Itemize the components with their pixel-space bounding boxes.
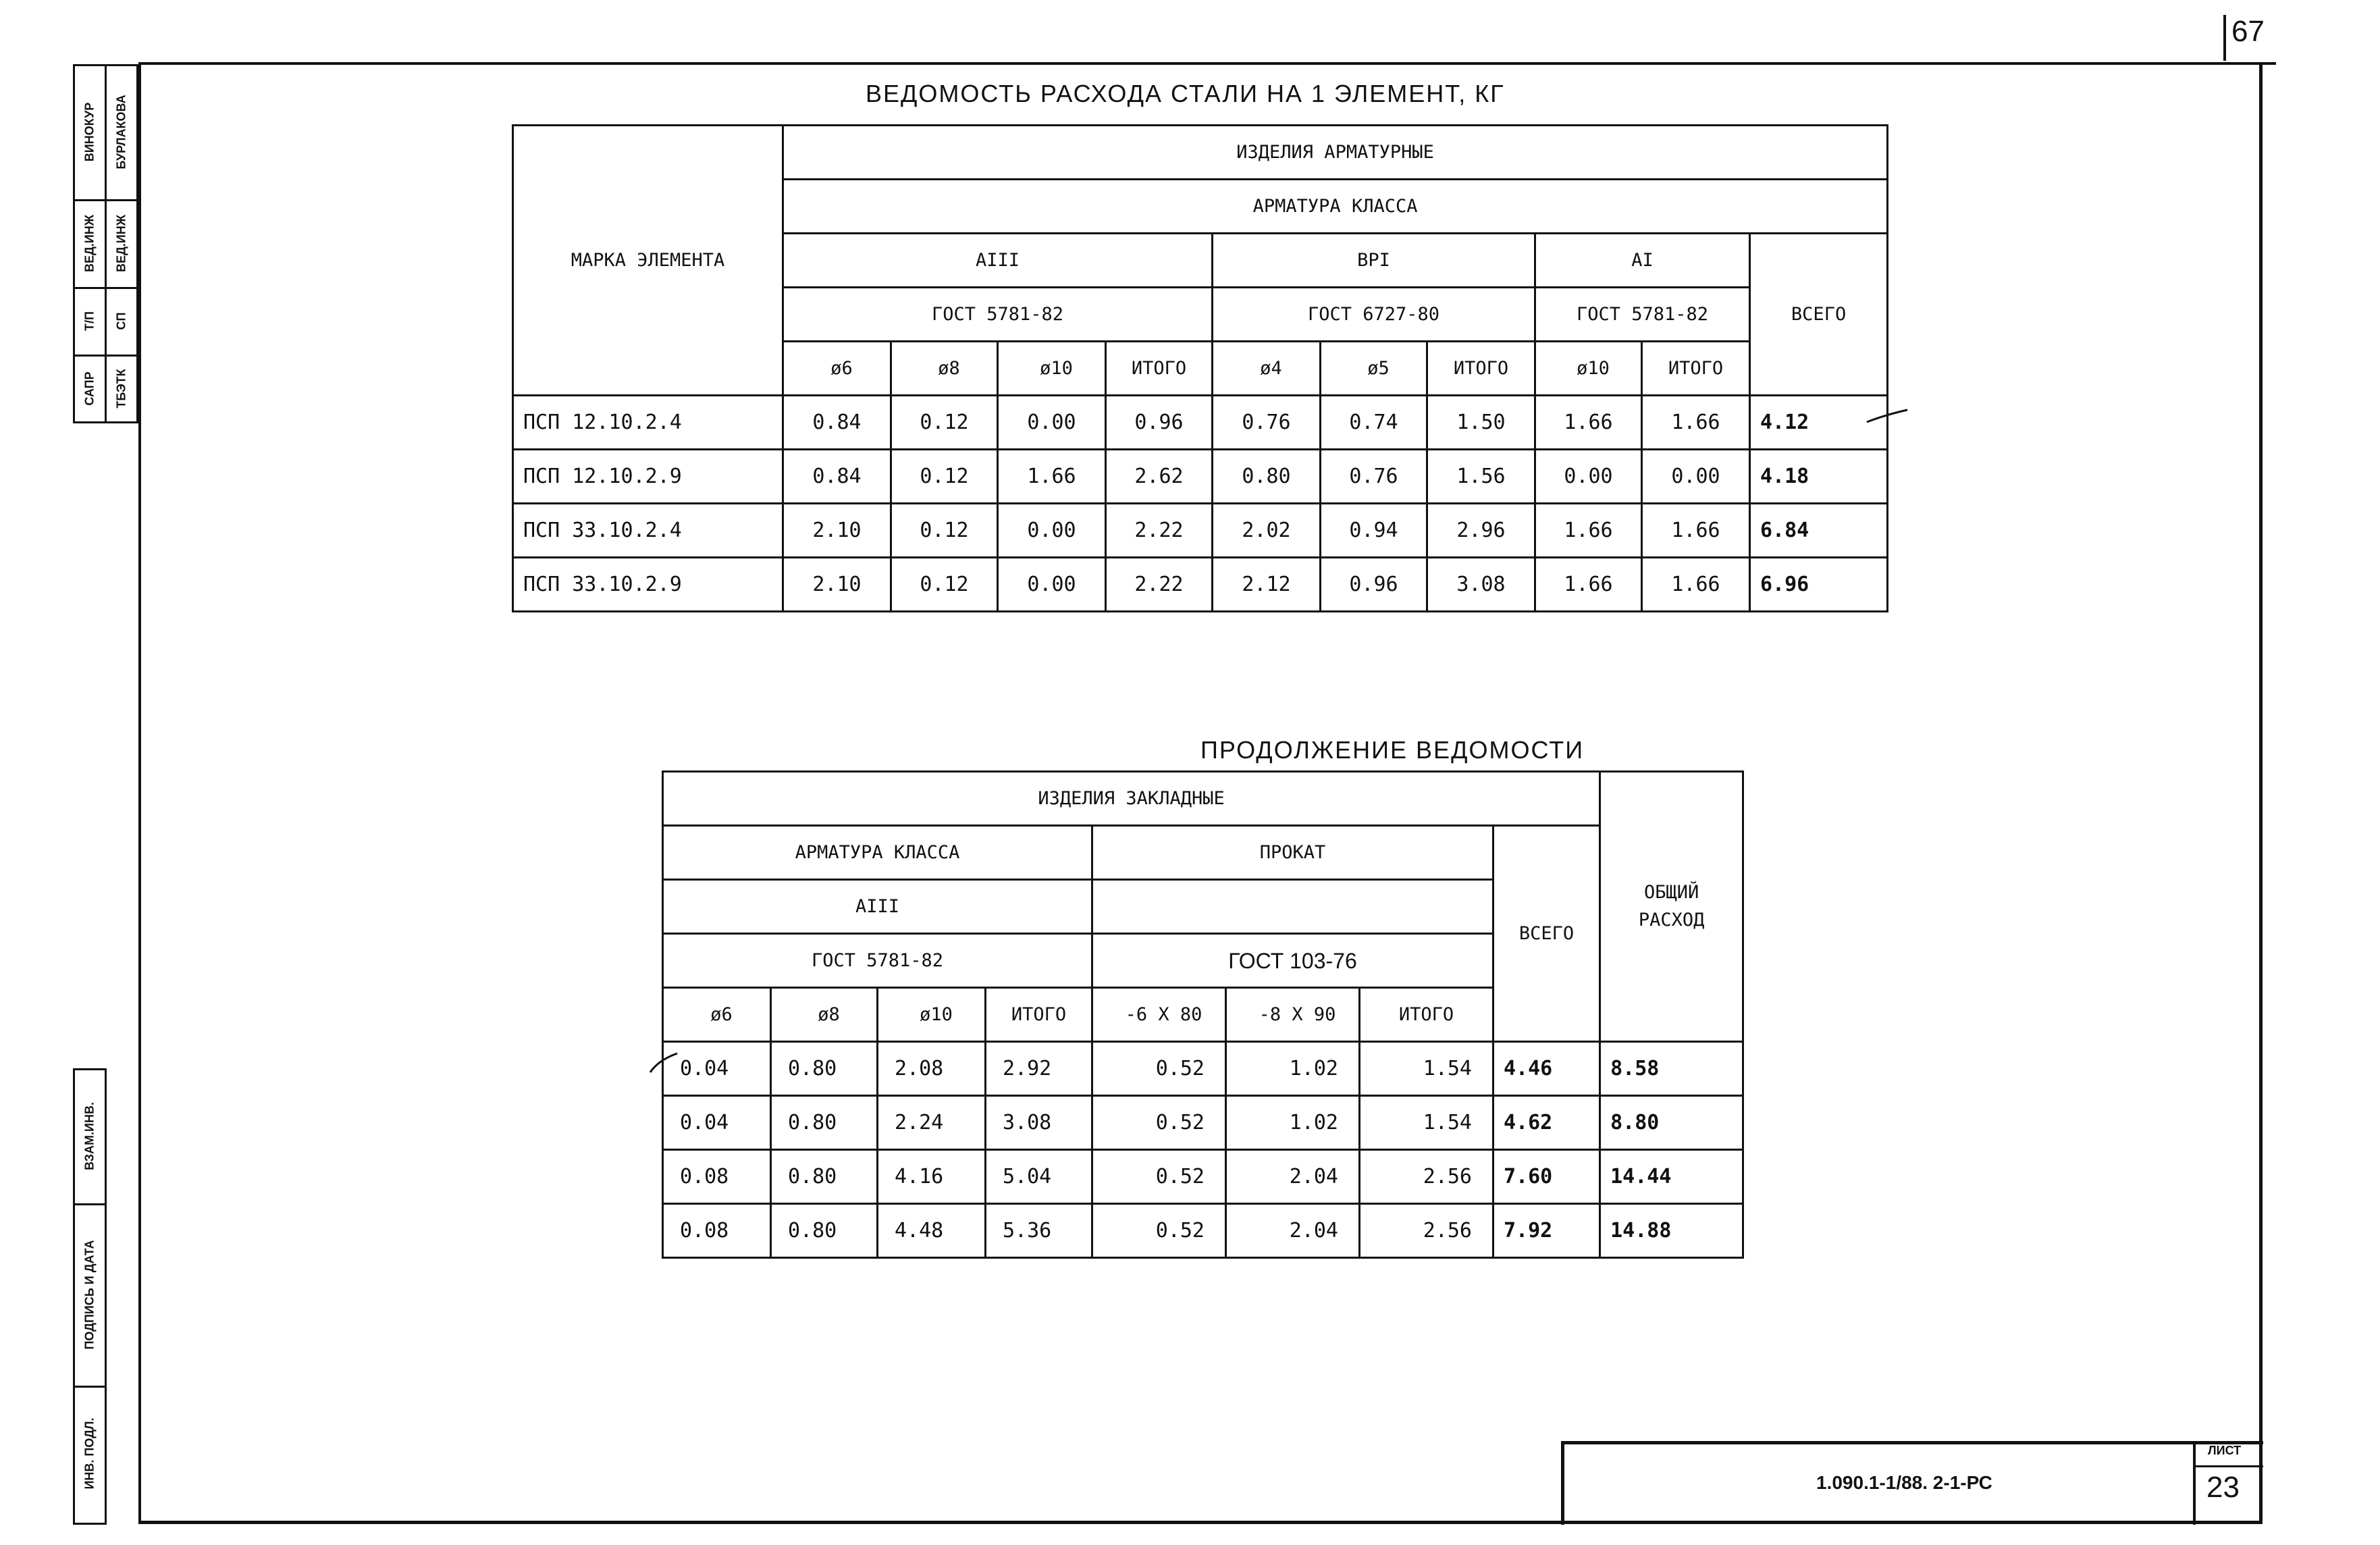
- row-value: 0.84: [783, 450, 891, 504]
- row-value: 0.52: [1092, 1042, 1226, 1096]
- check-mark-stroke: [1867, 410, 1907, 422]
- header-prokat: ПРОКАТ: [1092, 826, 1493, 880]
- header-col: ø10: [878, 988, 986, 1042]
- row-value: 0.12: [891, 504, 998, 558]
- row-value: 4.48: [878, 1204, 986, 1258]
- row-total: 6.84: [1750, 504, 1888, 558]
- header-col: ø10: [998, 342, 1106, 396]
- header-overall: [1600, 772, 1743, 1042]
- header-col: -8 Х 90: [1226, 988, 1360, 1042]
- row-value: 0.96: [1321, 558, 1427, 612]
- stamp-text: БУРЛАКОВА: [114, 95, 128, 169]
- header-col: ø8: [891, 342, 998, 396]
- stamp-top: [73, 64, 138, 423]
- row-value: 0.76: [1321, 450, 1427, 504]
- check-mark-icon: [645, 1047, 685, 1080]
- stamp-text: ВИНОКУР: [82, 102, 97, 162]
- table-row: [663, 1042, 1743, 1096]
- stamp-text: ПОДПИСЬ И ДАТА: [82, 1240, 97, 1350]
- row-value: 1.54: [1360, 1042, 1493, 1096]
- row-value: 1.66: [1642, 396, 1750, 450]
- sheet-divider: [2193, 1465, 2263, 1467]
- row-total: 6.96: [1750, 558, 1888, 612]
- table-row: [513, 450, 1888, 504]
- row-value: 2.56: [1360, 1204, 1493, 1258]
- row-value: 0.52: [1092, 1096, 1226, 1150]
- table-row: [513, 396, 1888, 450]
- header-class-name: ВРI: [1213, 234, 1535, 288]
- row-overall: 8.80: [1600, 1096, 1743, 1150]
- stamp-text: ТБЭТК: [114, 369, 128, 409]
- row-value: 0.00: [998, 504, 1106, 558]
- sheet-number: 23: [2206, 1471, 2240, 1504]
- header-class-name: АIII: [783, 234, 1213, 288]
- header-col: ø4: [1213, 342, 1321, 396]
- check-mark-stroke: [650, 1053, 677, 1072]
- header-col: ø8: [771, 988, 878, 1042]
- header-col: ИТОГО: [1106, 342, 1213, 396]
- row-value: 0.04: [663, 1096, 771, 1150]
- row-value: 2.08: [878, 1042, 986, 1096]
- stamp-text: ВЕД.ИНЖ: [82, 214, 97, 273]
- table1-title: ВЕДОМОСТЬ РАСХОДА СТАЛИ НА 1 ЭЛЕМЕНТ, КГ: [866, 80, 1505, 107]
- row-total: 4.46: [1493, 1042, 1600, 1096]
- stamp-text: ИНВ. ПОДЛ.: [82, 1417, 97, 1490]
- header-class-name: АIII: [663, 880, 1092, 934]
- row-value: 0.80: [771, 1042, 878, 1096]
- header-overall-label: ОБЩИЙ РАСХОД: [1638, 882, 1705, 931]
- row-value: 2.22: [1106, 504, 1213, 558]
- row-mark: ПСП 33.10.2.4: [513, 504, 783, 558]
- document-code: 1.090.1-1/88. 2-1-РС: [1816, 1472, 1992, 1493]
- stamp-text: САПР: [82, 371, 97, 406]
- header-class: АРМАТУРА КЛАССА: [783, 180, 1888, 234]
- header-gost: ГОСТ 5781-82: [1535, 288, 1750, 342]
- row-value: 0.52: [1092, 1204, 1226, 1258]
- page-number: 67: [2231, 15, 2265, 48]
- stamp-text: СП: [114, 312, 128, 330]
- row-overall: 8.58: [1600, 1042, 1743, 1096]
- row-value: 1.66: [1535, 558, 1642, 612]
- stamp-text: ВЗАМ.ИНВ.: [82, 1102, 97, 1170]
- row-total: 4.62: [1493, 1096, 1600, 1150]
- row-value: 0.08: [663, 1204, 771, 1258]
- header-gost: ГОСТ 5781-82: [663, 934, 1092, 988]
- row-value: 2.04: [1226, 1150, 1360, 1204]
- table-row: [663, 1096, 1743, 1150]
- row-value: 0.74: [1321, 396, 1427, 450]
- header-mark: МАРКА ЭЛЕМЕНТА: [513, 126, 783, 396]
- row-mark: ПСП 12.10.2.9: [513, 450, 783, 504]
- table-row: [663, 1204, 1743, 1258]
- table-row: [663, 1150, 1743, 1204]
- row-value: 0.00: [998, 396, 1106, 450]
- row-value: 1.66: [1535, 504, 1642, 558]
- row-value: 4.16: [878, 1150, 986, 1204]
- row-value: 2.02: [1213, 504, 1321, 558]
- row-value: 0.00: [1535, 450, 1642, 504]
- row-value: 0.00: [998, 558, 1106, 612]
- row-value: 2.24: [878, 1096, 986, 1150]
- table-row: [513, 504, 1888, 558]
- row-value: 0.80: [771, 1096, 878, 1150]
- row-overall: 14.88: [1600, 1204, 1743, 1258]
- header-col: ИТОГО: [1427, 342, 1535, 396]
- row-value: 2.04: [1226, 1204, 1360, 1258]
- header-col: ИТОГО: [1642, 342, 1750, 396]
- row-total: 7.60: [1493, 1150, 1600, 1204]
- header-group: ИЗДЕЛИЯ АРМАТУРНЫЕ: [783, 126, 1888, 180]
- row-value: 2.96: [1427, 504, 1535, 558]
- header-col: ø6: [783, 342, 891, 396]
- row-value: 1.66: [1642, 504, 1750, 558]
- row-value: 2.22: [1106, 558, 1213, 612]
- table2-title: ПРОДОЛЖЕНИЕ ВЕДОМОСТИ: [1200, 736, 1585, 764]
- row-overall: 14.44: [1600, 1150, 1743, 1204]
- header-col: ИТОГО: [986, 988, 1092, 1042]
- row-value: 0.08: [663, 1150, 771, 1204]
- header-col: ИТОГО: [1360, 988, 1493, 1042]
- header-class-name: АI: [1535, 234, 1750, 288]
- row-total: 4.18: [1750, 450, 1888, 504]
- row-value: 2.10: [783, 504, 891, 558]
- header-total: ВСЕГО: [1493, 826, 1600, 1042]
- row-value: 0.76: [1213, 396, 1321, 450]
- row-value: 2.10: [783, 558, 891, 612]
- stamp-text: ВЕД.ИНЖ: [114, 214, 128, 273]
- row-total: 4.12: [1750, 396, 1888, 450]
- row-value: 1.66: [1535, 396, 1642, 450]
- row-value: 1.02: [1226, 1042, 1360, 1096]
- row-value: 0.96: [1106, 396, 1213, 450]
- row-value: 1.66: [998, 450, 1106, 504]
- row-value: 0.52: [1092, 1150, 1226, 1204]
- row-value: 0.94: [1321, 504, 1427, 558]
- row-value: 0.12: [891, 558, 998, 612]
- row-value: 1.66: [1642, 558, 1750, 612]
- sheet-label: ЛИСТ: [2208, 1444, 2242, 1457]
- table-row: [513, 558, 1888, 612]
- row-value: 0.12: [891, 450, 998, 504]
- header-empty: [1092, 880, 1493, 934]
- check-mark-icon: [1863, 402, 1911, 429]
- row-mark: ПСП 12.10.2.4: [513, 396, 783, 450]
- embedded-parts-table: [662, 770, 1744, 1259]
- row-value: 0.00: [1642, 450, 1750, 504]
- row-value: 3.08: [1427, 558, 1535, 612]
- row-value: 2.12: [1213, 558, 1321, 612]
- row-mark: ПСП 33.10.2.9: [513, 558, 783, 612]
- row-value: 2.62: [1106, 450, 1213, 504]
- header-gost: ГОСТ 103-76: [1092, 934, 1493, 988]
- row-value: 1.56: [1427, 450, 1535, 504]
- row-value: 0.04: [663, 1042, 771, 1096]
- row-total: 7.92: [1493, 1204, 1600, 1258]
- stamp-text: Т/П: [82, 311, 97, 331]
- row-value: 1.02: [1226, 1096, 1360, 1150]
- row-value: 5.04: [986, 1150, 1092, 1204]
- header-col: ø5: [1321, 342, 1427, 396]
- row-value: 0.80: [771, 1150, 878, 1204]
- header-total: ВСЕГО: [1750, 234, 1888, 396]
- row-value: 2.56: [1360, 1150, 1493, 1204]
- header-group: ИЗДЕЛИЯ ЗАКЛАДНЫЕ: [663, 772, 1600, 826]
- row-value: 0.80: [771, 1204, 878, 1258]
- stamp-bottom: [73, 1068, 138, 1525]
- row-value: 1.50: [1427, 396, 1535, 450]
- header-gost: ГОСТ 6727-80: [1213, 288, 1535, 342]
- header-gost: ГОСТ 5781-82: [783, 288, 1213, 342]
- header-col: ø6: [663, 988, 771, 1042]
- row-value: 2.92: [986, 1042, 1092, 1096]
- row-value: 5.36: [986, 1204, 1092, 1258]
- steel-consumption-table: [512, 124, 1888, 612]
- row-value: 1.54: [1360, 1096, 1493, 1150]
- header-col: -6 Х 80: [1092, 988, 1226, 1042]
- row-value: 0.84: [783, 396, 891, 450]
- row-value: 3.08: [986, 1096, 1092, 1150]
- row-value: 0.12: [891, 396, 998, 450]
- page-number-mark: [2223, 15, 2226, 61]
- row-value: 0.80: [1213, 450, 1321, 504]
- header-col: ø10: [1535, 342, 1642, 396]
- header-class: АРМАТУРА КЛАССА: [663, 826, 1092, 880]
